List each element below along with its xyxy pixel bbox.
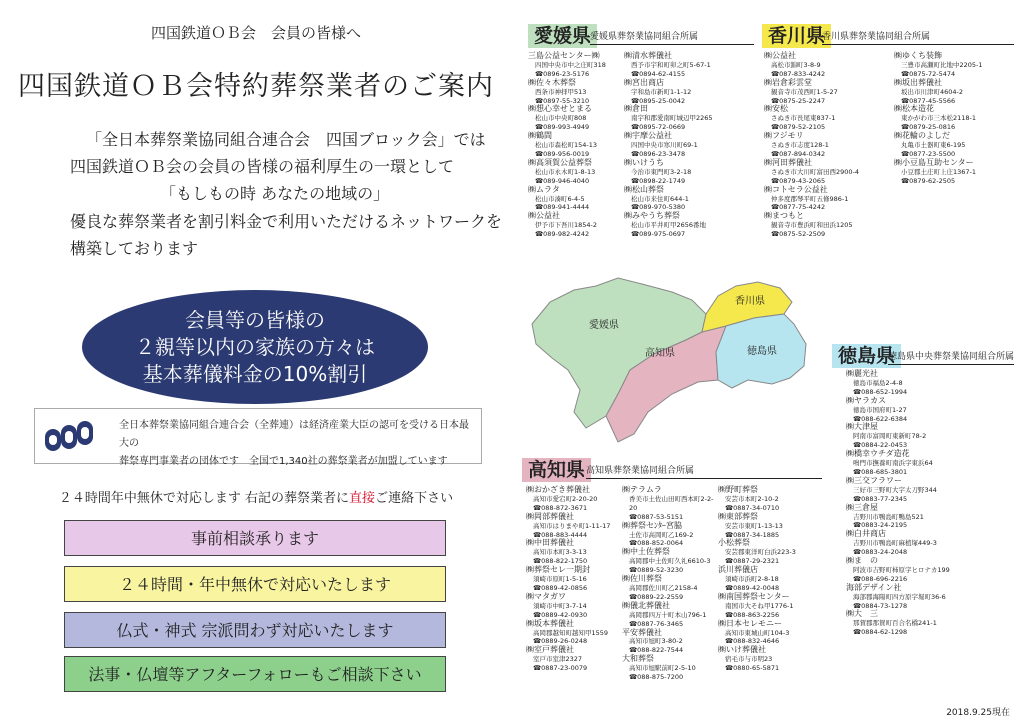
- company-phone: ☎089-970-5380: [631, 203, 686, 212]
- company-address: 高知市はりまや町1-11-17: [533, 521, 611, 530]
- service-item: 事前相談承ります: [64, 520, 446, 556]
- pref-name: 愛媛県: [534, 25, 592, 47]
- company-phone: ☎0875-25-2247: [771, 96, 826, 105]
- company-phone: ☎088-822-7544: [629, 646, 684, 655]
- company-name: ㈱中田葬儀社: [526, 538, 574, 548]
- company-name: ㈱佐川葬祭: [622, 574, 662, 584]
- funeral-company: [764, 79, 892, 106]
- company-phone: ☎0875-52-2509: [771, 230, 826, 239]
- company-address: 須崎市原町1-5-16: [533, 575, 587, 584]
- company-phone: ☎0883-24-2195: [853, 521, 908, 530]
- funeral-company: [624, 79, 718, 106]
- funeral-company: [624, 132, 718, 159]
- company-name: ㈱葬祭セレ一期封: [526, 565, 590, 575]
- company-name: ㈱フジモリ: [764, 131, 804, 141]
- company-address: 坂出市川津町4604-2: [901, 87, 964, 96]
- funeral-company: [624, 186, 718, 213]
- funeral-company: [622, 655, 718, 682]
- company-name: 小松葬祭: [718, 538, 750, 548]
- funeral-company: [846, 610, 1012, 637]
- company-phone: ☎0884-73-1278: [853, 601, 908, 610]
- company-name: ㈱清水葬儀社: [624, 51, 672, 60]
- company-address: さぬき市長尾東837-1: [771, 114, 836, 123]
- pref-name: 徳島県: [838, 345, 896, 367]
- company-phone: ☎0897-55-3210: [535, 96, 590, 105]
- company-address: 四国中央市中之庄町318: [535, 60, 606, 69]
- kagawa-header: [762, 24, 831, 48]
- company-address: 今治市東門町3-2-18: [631, 167, 692, 176]
- company-phone: ☎089-993-4949: [535, 123, 590, 132]
- funeral-company: [846, 450, 1012, 477]
- funeral-company: [894, 159, 1022, 186]
- company-address: 宿毛市与市明23: [725, 655, 773, 664]
- company-name: 海部デザイン社: [846, 582, 902, 592]
- company-address: 鳴門市撫養町南浜字東浜64: [853, 459, 933, 468]
- greeting: 四国鉄道ＯＢ会 会員の皆様へ: [150, 24, 361, 42]
- intro-line: 構築しております: [70, 239, 199, 258]
- contact-text: ご連絡下さい: [375, 491, 454, 506]
- company-phone: ☎0887-34-0710: [725, 503, 780, 512]
- company-phone: ☎0884-62-1298: [853, 628, 908, 637]
- funeral-company: [526, 566, 622, 593]
- company-phone: ☎0898-22-1749: [631, 176, 686, 185]
- pref-name: 高知県: [528, 459, 586, 481]
- funeral-company: [764, 132, 892, 159]
- funeral-company: [846, 584, 1012, 611]
- company-phone: ☎089-946-4040: [535, 176, 590, 185]
- intro-line: 四国鉄道ＯＢ会の会員の皆様の福利厚生の一環として: [70, 157, 455, 176]
- company-phone: ☎0896-23-3478: [631, 149, 686, 158]
- company-address: 松山市湊町6-4-5: [535, 194, 585, 203]
- company-phone: ☎0889-22-2559: [629, 592, 684, 601]
- ehime-column: [528, 52, 622, 239]
- company-address: 高知市愛宕町2-20-20: [533, 494, 598, 503]
- company-address: 西予市宇和町卯之町5-67-1: [631, 60, 711, 69]
- company-name: ㈱中土佐葬祭: [622, 547, 670, 557]
- company-phone: ☎0883-77-2345: [853, 494, 908, 503]
- company-address: 南宇和郡愛南町城辺甲2265: [631, 114, 713, 123]
- company-address: 小豆郡土庄町上庄1367-1: [901, 167, 977, 176]
- funeral-company: [526, 486, 622, 513]
- company-name: ㈱松本造花: [894, 104, 934, 114]
- funeral-company: [526, 620, 622, 647]
- company-address: 三豊市高瀬町比地中2205-1: [901, 60, 983, 69]
- company-address: 丸亀市土器町東6-195: [901, 141, 966, 150]
- company-phone: ☎089-975-0697: [631, 230, 686, 239]
- company-address: 室戸市室津2327: [533, 655, 583, 664]
- map-label-kochi: 高知県: [645, 348, 675, 359]
- company-name: ㈱坂出葬儀社: [894, 77, 942, 87]
- company-phone: ☎089-956-0019: [535, 149, 590, 158]
- company-address: 四国中央市寒川町69-1: [631, 141, 698, 150]
- company-phone: ☎088-685-3801: [853, 467, 908, 476]
- funeral-company: [528, 186, 622, 213]
- funeral-company: [894, 79, 1022, 106]
- company-phone: ☎0877-75-4242: [771, 203, 826, 212]
- company-phone: ☎0887-34-1885: [725, 530, 780, 539]
- company-name: 三島公益センター㈱: [528, 51, 600, 60]
- company-name: ㈱岡部葬儀社: [526, 511, 574, 521]
- company-name: ㈱葬祭セﾝﾀｰ宮脇: [622, 520, 682, 530]
- company-address: 高岡郡佐川町乙2158-4: [629, 583, 698, 592]
- kochi-column: [526, 486, 622, 673]
- company-address: 吉野川市鴨島町鴨島521: [853, 512, 924, 521]
- funeral-company: [528, 105, 622, 132]
- company-address: 安芸郡東洋町白浜223-3: [725, 548, 796, 557]
- company-phone: ☎088-852-0064: [629, 539, 684, 548]
- company-phone: ☎0889-42-0856: [533, 583, 588, 592]
- date-stamp: 2018.9.25現在: [946, 708, 1010, 718]
- funeral-company: [526, 513, 622, 540]
- company-name: ㈱日本セレモニー: [718, 618, 782, 628]
- funeral-company: [528, 159, 622, 186]
- company-name: ㈱いけ葬儀社: [718, 645, 766, 655]
- company-address: 松山市永木町1-8-13: [535, 167, 596, 176]
- company-name: ㈱花輪のよしだ: [894, 131, 950, 141]
- funeral-company: [624, 159, 718, 186]
- company-address: 安芸市本町2-10-2: [725, 494, 779, 503]
- company-address: 高岡郡四万十町本山796-1: [629, 610, 707, 619]
- company-address: 高知市旭駅前町2-5-10: [629, 664, 696, 673]
- company-phone: ☎0877-45-5566: [901, 96, 956, 105]
- funeral-company: [718, 513, 814, 540]
- intro-line: 「もしもの時 あなたの地域の」: [160, 184, 390, 203]
- kagawa-sub: 香川県葬祭業協同組合所属: [822, 30, 1014, 45]
- funeral-company: [528, 79, 622, 106]
- map-label-ehime: 愛媛県: [589, 320, 619, 331]
- company-phone: ☎0889-26-0248: [533, 637, 588, 646]
- funeral-company: [894, 132, 1022, 159]
- company-address: 観音寺市豊浜町和田浜1205: [771, 221, 853, 230]
- company-address: 那賀郡那賀町百合名橋241-1: [853, 619, 937, 628]
- company-phone: ☎089-982-4242: [535, 230, 590, 239]
- company-address: 吉野川市鴨島町麻植塚449-3: [853, 539, 937, 548]
- company-address: 安芸市東町1-13-13: [725, 521, 783, 530]
- company-address: 仲多度郡琴平町五條986-1: [771, 194, 849, 203]
- company-name: ㈱倉田: [624, 104, 648, 114]
- company-name: ㈱まつもと: [764, 211, 804, 221]
- map-label-tokushima: 徳島県: [747, 346, 777, 357]
- company-address: 三好市三野町大字太刀野344: [853, 485, 937, 494]
- company-address: 須崎市中町3-7-14: [533, 601, 587, 610]
- shikoku-map: [522, 262, 822, 452]
- company-phone: ☎0883-24-2048: [853, 548, 908, 557]
- funeral-company: [894, 105, 1022, 132]
- kagawa-column: [764, 52, 892, 239]
- company-address: 東かがわ市三本松2118-1: [901, 114, 977, 123]
- company-address: 高知市本町3-3-13: [533, 548, 587, 557]
- oval-line: ２親等以内の家族の方々は: [135, 335, 375, 359]
- company-name: ㈱テラムラ: [622, 485, 662, 494]
- company-address: 土佐市高岡町乙169-2: [629, 530, 694, 539]
- funeral-company: [526, 646, 622, 673]
- funeral-company: [718, 566, 814, 593]
- company-name: ㈱ゆくち装飾: [894, 51, 942, 60]
- ehime-sub: 愛媛県葬祭業協同組合所属: [590, 30, 754, 45]
- company-phone: ☎0877-23-5500: [901, 149, 956, 158]
- company-address: 松山市中央町808: [535, 114, 587, 123]
- company-name: ㈱コトセラ公益社: [764, 184, 828, 194]
- funeral-company: [622, 602, 718, 629]
- company-name: ㈱おかざき葬儀社: [526, 485, 590, 494]
- ehime-header: [528, 24, 597, 48]
- funeral-company: [764, 186, 892, 213]
- funeral-company: [764, 105, 892, 132]
- company-phone: ☎0879-62-2505: [901, 176, 956, 185]
- company-name: ㈱麗光社: [846, 369, 878, 378]
- funeral-company: [846, 423, 1012, 450]
- info-box: [34, 408, 482, 467]
- company-address: 高岡郡中土佐町久礼6610-3: [629, 557, 711, 566]
- company-phone: ☎0889-42-0930: [533, 610, 588, 619]
- company-name: 浜川葬儀店: [718, 565, 758, 575]
- funeral-company: [846, 397, 1012, 424]
- company-name: ㈱ま の: [846, 556, 878, 566]
- company-name: ㈱南国葬祭センター: [718, 591, 790, 601]
- company-address: 海部郡海陽町四方原字堀町36-6: [853, 592, 946, 601]
- company-name: ㈱公益社: [528, 211, 560, 221]
- company-address: 松山市平井町甲2656番地: [631, 221, 707, 230]
- info-text: [119, 417, 475, 471]
- company-name: ㈱三交フラワー: [846, 475, 902, 485]
- ehime-column: [624, 52, 718, 239]
- company-phone: ☎087-833-4242: [771, 69, 826, 78]
- company-address: 南国市大そね甲1776-1: [725, 601, 794, 610]
- company-name: ㈱岩倉彩雲堂: [764, 77, 812, 87]
- funeral-company: [622, 629, 718, 656]
- funeral-company: [764, 212, 892, 239]
- company-phone: ☎0880-65-5871: [725, 664, 780, 673]
- funeral-company: [622, 522, 718, 549]
- company-phone: ☎0889-42-0048: [725, 583, 780, 592]
- company-name: ㈱小豆島互助センター: [894, 157, 974, 167]
- company-name: ㈱みやうち葬祭: [624, 211, 680, 221]
- funeral-company: [622, 486, 718, 522]
- company-name: ㈱大 三: [846, 609, 878, 619]
- company-name: ㈱高須賀公益葬祭: [528, 157, 592, 167]
- funeral-company: [718, 620, 814, 647]
- company-phone: ☎088-883-4444: [533, 530, 588, 539]
- company-name: ㈱佐々木葬祭: [528, 77, 576, 87]
- pref-name: 香川県: [768, 25, 826, 47]
- funeral-company: [622, 575, 718, 602]
- company-name: ㈱公益社: [764, 51, 796, 60]
- company-address: 徳島市福島2-4-8: [853, 378, 903, 387]
- company-address: 伊予市下吾川1854-2: [535, 221, 598, 230]
- company-name: 平安葬儀社: [622, 627, 662, 637]
- company-phone: ☎088-863-2256: [725, 610, 780, 619]
- company-name: ㈱松山葬祭: [624, 184, 664, 194]
- company-address: 高知市旭町3-80-2: [629, 637, 683, 646]
- funeral-company: [528, 52, 622, 79]
- company-name: ㈱白井商店: [846, 529, 886, 539]
- kochi-header: [522, 458, 591, 482]
- company-name: ㈱三倉屋: [846, 502, 878, 512]
- company-name: ㈱鶴間: [528, 131, 552, 141]
- company-phone: ☎087-894-0342: [771, 149, 826, 158]
- company-address: 観音寺市茂西町1-5-27: [771, 87, 838, 96]
- funeral-company: [846, 504, 1012, 531]
- company-phone: ☎0887-29-2321: [725, 557, 780, 566]
- service-item: 法事・仏壇等アフターフォローもご相談下さい: [64, 656, 446, 692]
- company-phone: ☎089-941-4444: [535, 203, 590, 212]
- company-address: さぬき市大川町富田西2900-4: [771, 167, 860, 176]
- funeral-company: [528, 132, 622, 159]
- company-name: ㈱宇摩公益社: [624, 131, 672, 141]
- contact-note: [0, 487, 512, 506]
- company-name: ㈱河田葬儀社: [764, 157, 812, 167]
- company-phone: ☎088-832-4646: [725, 637, 780, 646]
- company-name: ㈱儀北葬儀社: [622, 600, 670, 610]
- discount-oval: [82, 290, 428, 404]
- funeral-company: [718, 646, 814, 673]
- oval-line: 基本葬儀料金の10%割引: [142, 362, 368, 386]
- company-name: ㈱坂本葬儀社: [526, 618, 574, 628]
- company-address: 高松市錦町3-8-9: [771, 60, 821, 69]
- funeral-company: [846, 370, 1012, 397]
- company-address: 阿波市吉野町柿原字ヒロナカ199: [853, 565, 950, 574]
- company-phone: ☎0884-22-0453: [853, 441, 908, 450]
- funeral-company: [846, 557, 1012, 584]
- kochi-column: [718, 486, 814, 673]
- funeral-company: [526, 593, 622, 620]
- kagawa-column: [894, 52, 1022, 186]
- company-name: ㈱橋幸ウチダ造花: [846, 449, 910, 459]
- tokushima-column: [846, 370, 1012, 637]
- company-phone: ☎088-872-3671: [533, 503, 588, 512]
- company-address: 宇和島市新町1-1-12: [631, 87, 692, 96]
- funeral-company: [764, 159, 892, 186]
- company-name: ㈱ヤラカス: [846, 395, 886, 405]
- company-address: 香美市土佐山田町西本町2-2-20: [629, 494, 714, 512]
- funeral-company: [764, 52, 892, 79]
- company-address: 須崎市浜町2-8-18: [725, 575, 779, 584]
- company-phone: ☎0879-25-0816: [901, 123, 956, 132]
- company-phone: ☎0894-62-4155: [631, 69, 686, 78]
- funeral-company: [624, 212, 718, 239]
- company-phone: ☎0896-23-5176: [535, 69, 590, 78]
- company-address: 高知市東城山町104-3: [725, 628, 790, 637]
- company-phone: ☎088-875-7200: [629, 673, 684, 682]
- funeral-company: [622, 548, 718, 575]
- company-address: 阿南市富岡町東新町78-2: [853, 432, 927, 441]
- service-item: 仏式・神式 宗派問わず対応いたします: [64, 612, 446, 648]
- info-line: 葬祭専門事業者の団体です 全国で1,340社の葬祭業者が加盟しています: [119, 456, 448, 467]
- company-name: ㈱宮出商店: [624, 77, 664, 87]
- company-name: ㈱ムラタ: [528, 184, 560, 194]
- company-phone: ☎088-822-1750: [533, 557, 588, 566]
- company-phone: ☎0895-25-0042: [631, 96, 686, 105]
- company-phone: ☎0887-23-0079: [533, 664, 588, 673]
- company-name: ㈱いけうち: [624, 157, 664, 167]
- company-name: ㈱野町葬祭: [718, 485, 758, 494]
- company-address: さぬき市志度128-1: [771, 141, 829, 150]
- oval-line: 会員等の皆様の: [185, 308, 325, 332]
- company-phone: ☎0875-72-5474: [901, 69, 956, 78]
- company-address: 松山市来住町644-1: [631, 194, 689, 203]
- intro-line: 「全日本葬祭業協同組合連合会 四国ブロック会」では: [86, 130, 486, 149]
- company-name: ㈱大津屋: [846, 422, 878, 432]
- company-name: ㈱想心幸せとまる: [528, 104, 592, 114]
- kochi-column: [622, 486, 718, 682]
- company-name: ㈱マタガワ: [526, 591, 566, 601]
- funeral-company: [526, 539, 622, 566]
- zensoren-logo-icon: [43, 417, 107, 455]
- company-phone: ☎0887-76-3465: [629, 619, 684, 628]
- funeral-company: [718, 539, 814, 566]
- company-address: 西条市神拝甲513: [535, 87, 587, 96]
- info-line: 全日本葬祭業協同組合連合会（全葬連）は経済産業大臣の認可を受ける日本最大の: [119, 420, 469, 449]
- map-label-kagawa: 香川県: [735, 296, 765, 307]
- company-name: 大和葬祭: [622, 654, 654, 664]
- funeral-company: [894, 52, 1022, 79]
- service-item: ２４時間・年中無休で対応いたします: [64, 566, 446, 602]
- company-phone: ☎0889-52-3230: [629, 566, 684, 575]
- company-phone: ☎088-622-6384: [853, 414, 908, 423]
- funeral-company: [528, 212, 622, 239]
- company-phone: ☎088-696-2216: [853, 574, 908, 583]
- company-address: 高岡郡越知町越知甲1559: [533, 628, 609, 637]
- contact-emphasis: 直接: [349, 491, 376, 506]
- intro-line: 優良な葬祭業者を割引料金で利用いただけるネットワークを: [70, 212, 503, 231]
- company-name: ㈱室戸葬儀社: [526, 645, 574, 655]
- funeral-company: [846, 530, 1012, 557]
- contact-text: ２４時間年中無休で対応します 右記の葬祭業者に: [58, 491, 350, 506]
- funeral-company: [718, 486, 814, 513]
- company-address: 徳島市国府町1-27: [853, 405, 907, 414]
- kochi-sub: 高知県葬祭業協同組合所属: [586, 464, 822, 479]
- page-title: 四国鉄道ＯＢ会特約葬祭業者のご案内: [18, 71, 494, 102]
- company-name: ㈱安松: [764, 104, 788, 114]
- company-phone: ☎088-652-1994: [853, 387, 908, 396]
- tokushima-sub: 徳島県中央葬祭業協同組合所属: [888, 350, 1014, 365]
- company-phone: ☎0887-53-5151: [629, 512, 684, 521]
- company-phone: ☎0879-43-2065: [771, 176, 826, 185]
- company-name: ㈱東部葬祭: [718, 511, 758, 521]
- funeral-company: [718, 593, 814, 620]
- funeral-company: [624, 52, 718, 79]
- company-address: 松山市森松町154-13: [535, 141, 598, 150]
- funeral-company: [846, 477, 1012, 504]
- company-phone: ☎0879-52-2105: [771, 123, 826, 132]
- funeral-company: [624, 105, 718, 132]
- company-phone: ☎0895-72-0669: [631, 123, 686, 132]
